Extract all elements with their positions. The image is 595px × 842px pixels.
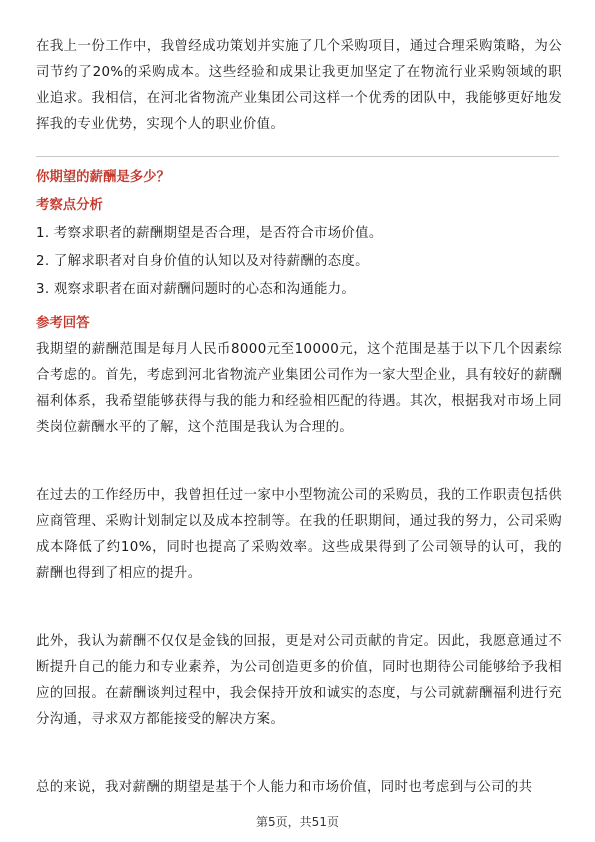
answer-paragraph: 我期望的薪酬范围是每月人民币8000元至10000元，这个范围是基于以下几个因素综合考虑的。首先，考虑到河北省物流产业集团公司作为一家大型企业，具有较好的薪酬福利体系，我希望能够获得与我的能力和经验相匹配的待遇。其次，根据我对市场上同类岗位薪酬水平的了解，这个范围是我认为合理的。 <box>36 342 562 435</box>
question-title: 你期望的薪酬是多少？ <box>36 170 170 185</box>
page-number: 第5页，共51页 <box>256 815 339 829</box>
analysis-item: 3. 观察求职者在面对薪酬问题时的心态和沟通能力。 <box>36 282 356 297</box>
analysis-heading: 考察点分析 <box>36 198 103 213</box>
analysis-item: 1. 考察求职者的薪酬期望是否合理，是否符合市场价值。 <box>36 226 383 241</box>
answer-paragraph: 总的来说，我对薪酬的期望是基于个人能力和市场价值，同时也考虑到与公司的共 <box>36 780 533 795</box>
section-divider <box>36 156 559 157</box>
answer-paragraph: 此外，我认为薪酬不仅仅是金钱的回报，更是对公司贡献的肯定。因此，我愿意通过不断提升自己的能力和专业素养，为公司创造更多的价值，同时也期待公司能够给予我相应的回报。在薪酬谈判过程中，我会保持开放和诚实的态度，与公司就薪酬福利进行充分沟通，寻求双方都能接受的解决方案。 <box>36 634 562 727</box>
analysis-item: 2. 了解求职者对自身价值的认知以及对待薪酬的态度。 <box>36 254 369 269</box>
answer-paragraph: 在过去的工作经历中，我曾担任过一家中小型物流公司的采购员，我的工作职责包括供应商管理、采购计划制定以及成本控制等。在我的任职期间，通过我的努力，公司采购成本降低了约10%，同时也提高了采购效率。这些成果得到了公司领导的认可，我的薪酬也得到了相应的提升。 <box>36 488 562 581</box>
answer-heading: 参考回答 <box>36 316 90 331</box>
intro-paragraph: 在我上一份工作中，我曾经成功策划并实施了几个采购项目，通过合理采购策略，为公司节约了20%的采购成本。这些经验和成果让我更加坚定了在物流行业采购领域的职业追求。我相信，在河北省物流产业集团公司这样一个优秀的团队中，我能够更好地发挥我的专业优势，实现个人的职业价值。 <box>36 39 562 132</box>
